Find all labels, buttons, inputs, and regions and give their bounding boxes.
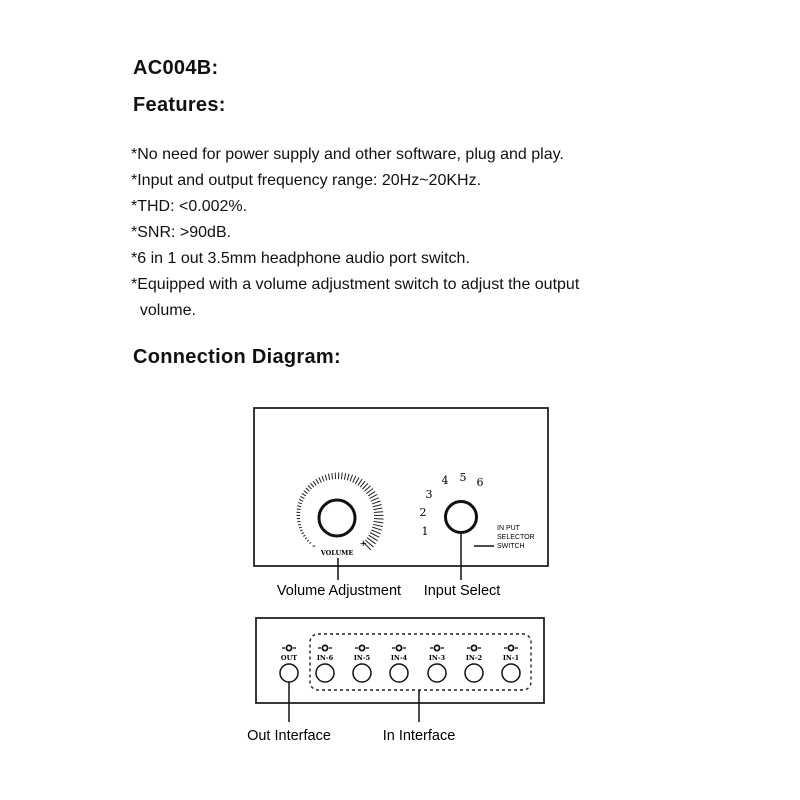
volume-tick [374,518,384,519]
volume-tick [325,475,327,481]
volume-tick [299,499,303,501]
volume-plus: + [360,538,367,550]
audio-jack [280,664,298,682]
volume-tick [300,530,303,531]
port-in-2 [465,645,483,682]
volume-tick [298,503,302,504]
headphone-icon [471,645,476,650]
volume-minus: - [312,540,316,552]
volume-tick [313,481,316,485]
port-in-5 [353,645,371,682]
headphone-icon [322,645,327,650]
volume-tick [298,524,301,525]
selector-number: 4 [441,474,449,487]
audio-jack [390,664,408,682]
caption-input: Input Select [423,583,501,599]
ports [280,645,520,682]
volume-tick [332,473,333,479]
volume-tick [306,488,310,491]
volume-tick [302,493,306,495]
port-in-3 [428,645,446,682]
selector-number: 2 [419,506,427,519]
selector-label-line: SELECTOR [497,534,535,541]
volume-tick [374,521,384,522]
volume-tick [308,485,311,489]
model-title: AC004B: [133,57,219,79]
volume-tick [353,476,356,483]
port-label: IN-1 [502,654,520,662]
volume-tick [371,530,380,534]
volume-scale [296,472,383,549]
volume-tick [304,491,308,494]
caption-volume: Volume Adjustment [276,583,402,599]
selector-label [497,525,535,550]
input-selector-knob [446,502,477,533]
volume-tick [372,501,380,504]
port-label: IN-3 [428,654,446,662]
volume-tick [368,491,375,496]
volume-tick [328,474,329,480]
feature-item: *No need for power supply and other software, plug and play. [131,146,564,163]
headphone-icon [508,645,513,650]
volume-tick [373,524,383,526]
caption-out: Out Interface [247,728,331,744]
port-in-1 [502,645,520,682]
volume-knob [319,500,355,536]
volume-tick [300,496,304,498]
volume-tick [374,512,383,513]
feature-item: *SNR: >90dB. [131,224,232,241]
volume-tick [372,527,382,530]
selector-label-line: SWITCH [497,543,525,550]
volume-tick [316,479,319,484]
audio-jack [465,664,483,682]
caption-in: In Interface [382,728,456,744]
volume-tick [341,473,342,480]
audio-jack [502,664,520,682]
port-label: IN-6 [316,654,334,662]
volume-tick [310,483,313,487]
port-in-6 [316,645,334,682]
selector-number: 3 [425,488,433,501]
selector-number: 5 [459,471,467,484]
volume-tick [309,542,310,543]
volume-tick [370,494,378,498]
headphone-icon [359,645,364,650]
volume-tick [303,535,305,536]
audio-jack [316,664,334,682]
feature-item: *6 in 1 out 3.5mm headphone audio port switch. [131,250,470,267]
headphone-icon [434,645,439,650]
port-label: OUT [280,654,298,662]
selector-label-line: IN PUT [497,525,520,532]
volume-label: VOLUME [320,549,354,557]
volume-tick [305,538,307,539]
volume-tick [322,476,324,481]
volume-tick [307,540,309,541]
feature-item: *Equipped with a volume adjustment switch to adjust the output [131,276,580,293]
audio-jack [353,664,371,682]
headphone-icon [286,645,291,650]
port-label: IN-5 [353,654,371,662]
volume-tick [360,481,365,487]
volume-tick [373,504,382,506]
volume-tick [358,479,362,485]
port-label: IN-2 [465,654,483,662]
volume-tick [355,477,359,484]
feature-item: *Input and output frequency range: 20Hz~20KHz. [131,172,482,189]
volume-tick [297,506,301,507]
volume-tick [299,527,302,528]
volume-tick [371,498,379,501]
in-ports-group [310,634,531,690]
volume-tick [373,508,382,510]
headphone-icon [396,645,401,650]
volume-tick [319,477,321,482]
volume-tick [344,473,345,480]
volume-tick [347,474,349,481]
volume-tick [302,533,304,534]
port-label: IN-4 [390,654,408,662]
selector-number: 6 [476,476,484,489]
volume-tick [350,475,353,482]
selector-number: 1 [421,525,429,538]
features-title: Features: [133,94,226,116]
audio-jack [428,664,446,682]
feature-item: *THD: <0.002%. [131,198,248,215]
volume-tick [297,509,301,510]
feature-item: volume. [131,302,196,319]
port-out [280,645,298,682]
diagram-title: Connection Diagram: [133,346,341,368]
port-in-4 [390,645,408,682]
